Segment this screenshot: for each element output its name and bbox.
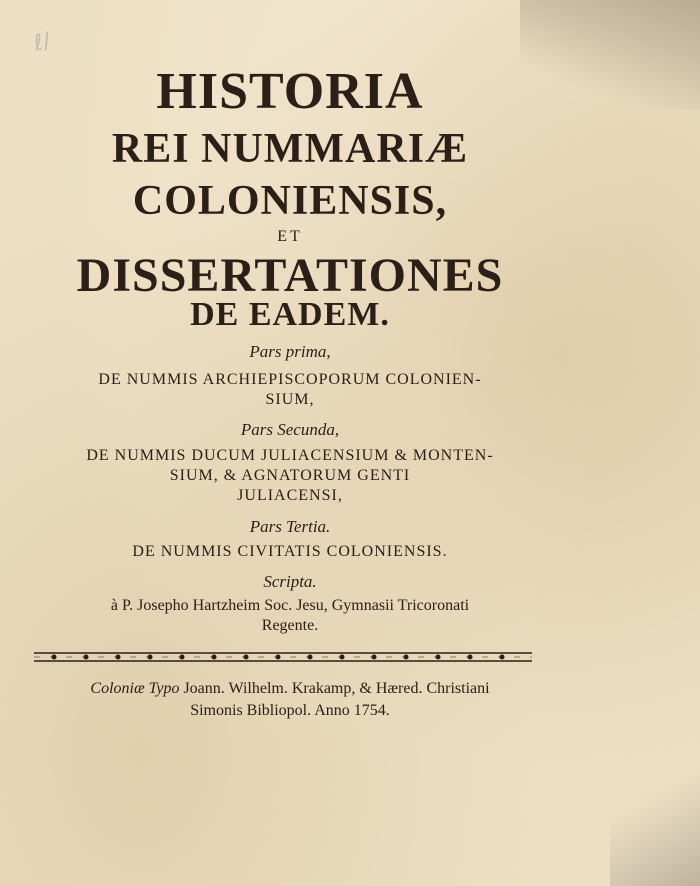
pencil-mark-icon: ℓ∕ bbox=[31, 28, 53, 57]
part2-label: Pars Secunda, bbox=[240, 420, 340, 439]
title-line-rei-nummariae: REI NUMMARIÆ bbox=[111, 126, 469, 172]
title-line-coloniensis: COLONIENSIS, bbox=[132, 178, 448, 224]
torn-bottom-edge bbox=[610, 766, 700, 886]
part3-label: Pars Tertia. bbox=[249, 517, 331, 536]
title-line-dissertationes: DISSERTATIONES bbox=[76, 249, 504, 302]
imprint bbox=[30, 678, 550, 722]
author-label: Scripta. bbox=[263, 572, 317, 591]
ornamental-rule bbox=[34, 650, 532, 664]
part3-text: DE NUMMIS CIVITATIS COLONIENSIS. bbox=[132, 543, 448, 560]
title-line-de-eadem: DE EADEM. bbox=[190, 296, 390, 333]
imprint-text: Joann. Wilhelm. Krakamp, & Hæred. Christiani Simonis Bibliopol. Anno 1754. bbox=[183, 680, 490, 719]
part2-text: DE NUMMIS DUCUM JULIACENSIUM & MONTEN- SIUM, & AGNATORUM GENTI JULIACENSI, bbox=[86, 447, 494, 504]
title-line-et: ET bbox=[277, 228, 303, 245]
author-text: à P. Josepho Hartzheim Soc. Jesu, Gymnasii Tricoronati Regente. bbox=[110, 597, 470, 634]
imprint-place: Coloniæ Typo bbox=[90, 680, 180, 697]
part1-text: DE NUMMIS ARCHIEPISCOPORUM COLONIEN- SIUM, bbox=[98, 371, 482, 408]
title-line-historia: HISTORIA bbox=[156, 63, 424, 120]
part1-label: Pars prima, bbox=[249, 342, 331, 361]
